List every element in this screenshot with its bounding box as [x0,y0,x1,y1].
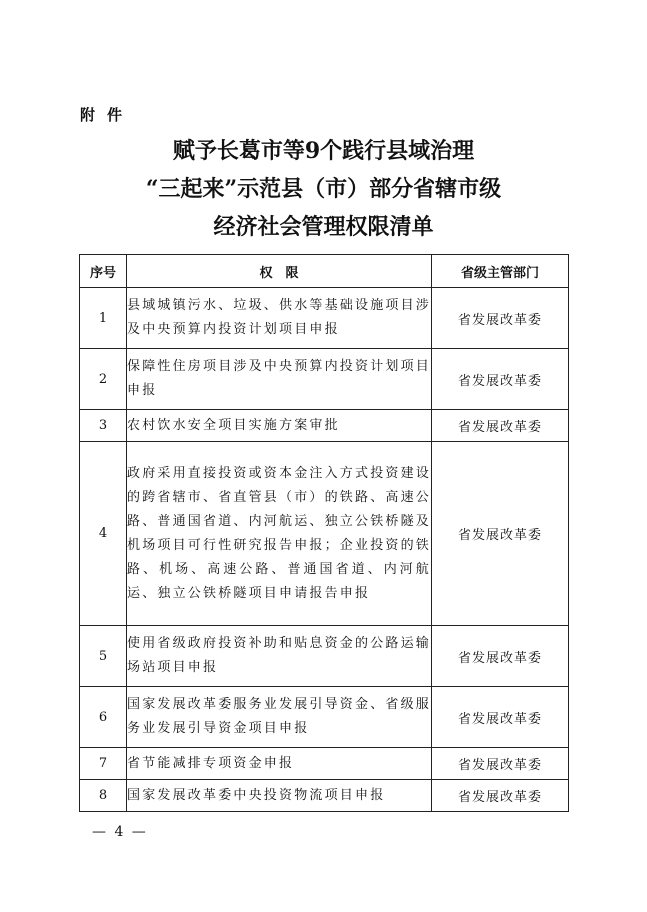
table-row [80,349,569,410]
row-permission: 省节能减排专项资金申报 [127,748,432,780]
row-permission: 农村饮水安全项目实施方案审批 [127,410,432,442]
table-row [80,687,569,748]
row-no: 8 [80,780,127,812]
header-department: 省级主管部门 [432,255,569,288]
row-permission: 政府采用直接投资或资本金注入方式投资建设的跨省辖市、省直管县（市）的铁路、高速公路、普通国省道、内河航运、独立公铁桥隧及机场项目可行性研究报告申报；企业投资的铁路、机场、高速公路、普通国省道、内河航运、独立公铁桥隧项目申请报告申报 [127,442,432,626]
row-no: 4 [80,442,127,626]
document-title-line-1: 赋予长葛市等9个践行县域治理 [172,138,475,164]
permission-table [79,254,569,812]
row-no: 2 [80,349,127,410]
row-department: 省发展改革委 [432,780,569,812]
row-department: 省发展改革委 [432,626,569,687]
row-no: 3 [80,410,127,442]
header-no: 序号 [80,255,127,288]
table-row [80,780,569,812]
table-row [80,410,569,442]
row-no: 7 [80,748,127,780]
table-row [80,626,569,687]
row-permission: 保障性住房项目涉及中央预算内投资计划项目申报 [127,349,432,410]
table-row [80,442,569,626]
table-header-row [80,255,569,288]
row-no: 1 [80,288,127,349]
row-no: 5 [80,626,127,687]
row-permission: 国家发展改革委中央投资物流项目申报 [127,780,432,812]
row-no: 6 [80,687,127,748]
table-row [80,748,569,780]
attachment-label: 附件 [80,106,135,124]
row-department: 省发展改革委 [432,288,569,349]
row-department: 省发展改革委 [432,687,569,748]
page-number: — 4 — [92,824,148,840]
row-permission: 县域城镇污水、垃圾、供水等基础设施项目涉及中央预算内投资计划项目申报 [127,288,432,349]
row-permission: 国家发展改革委服务业发展引导资金、省级服务业发展引导资金项目申报 [127,687,432,748]
document-title-line-3: 经济社会管理权限清单 [213,214,434,240]
row-department: 省发展改革委 [432,410,569,442]
row-department: 省发展改革委 [432,349,569,410]
row-department: 省发展改革委 [432,748,569,780]
document-title-line-2: “三起来”示范县（市）部分省辖市级 [145,176,502,202]
row-department: 省发展改革委 [432,442,569,626]
row-permission: 使用省级政府投资补助和贴息资金的公路运输场站项目申报 [127,626,432,687]
header-permission: 权 限 [127,255,432,288]
table-row [80,288,569,349]
